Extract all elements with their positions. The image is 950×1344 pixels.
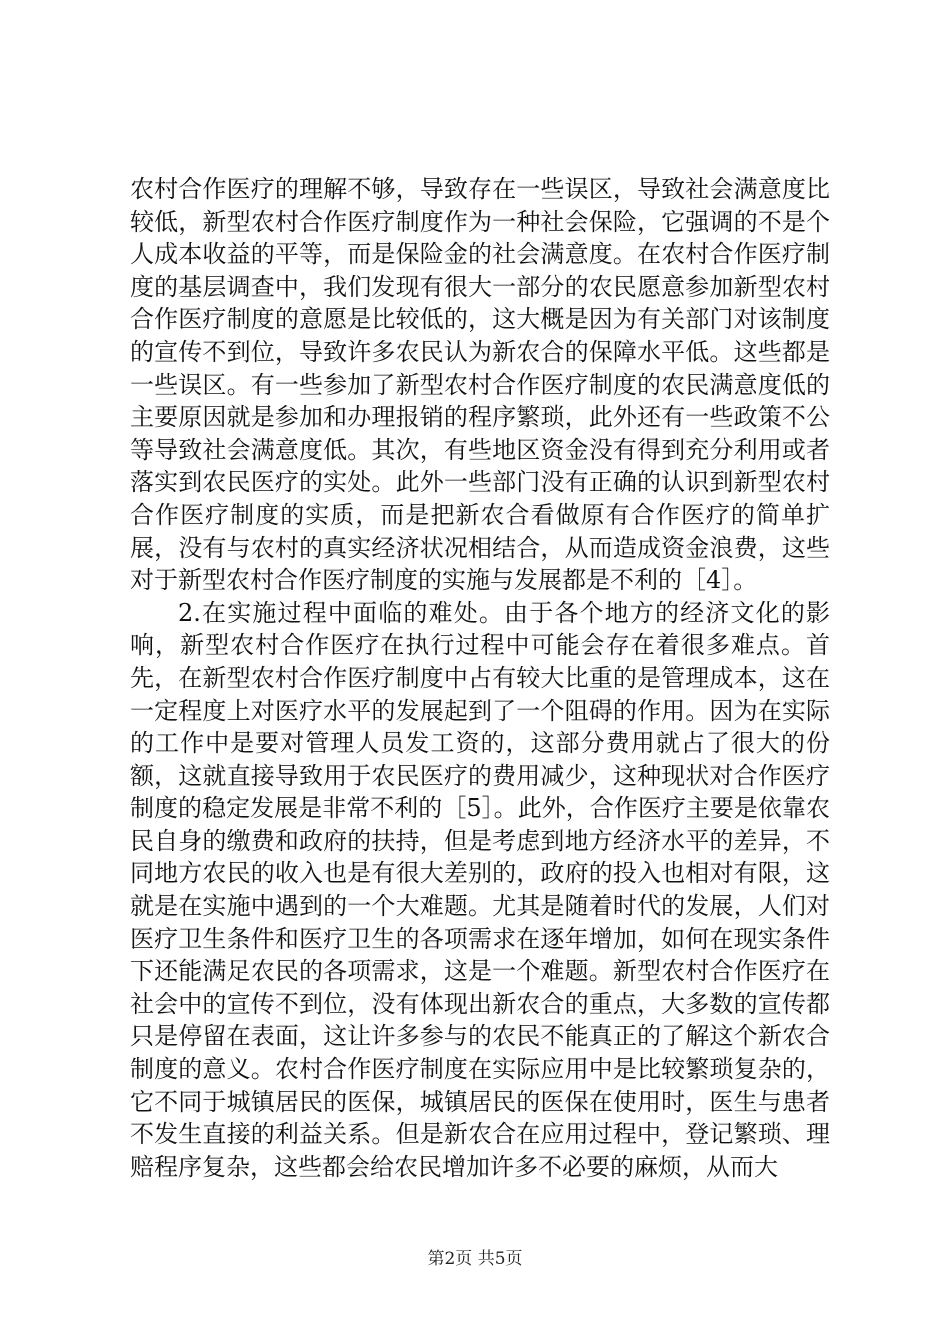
paragraph-continuation: 农村合作医疗的理解不够，导致存在一些误区，导致社会满意度比较低，新型农村合作医疗制度作为一种社会保险，它强调的不是个人成本收益的平等，而是保险金的社会满意度。在农村合作医疗制度的基层调查中，我们发现有很大一部分的农民愿意参加新型农村合作医疗制度的意愿是比较低的，这大概是因为有关部门对该制度的宣传不到位，导致许多农民认为新农合的保障水平低。这些都是一些误区。有一些参加了新型农村合作医疗制度的农民满意度低的主要原因就是参加和办理报销的程序繁琐，此外还有一些政策不公等导致社会满意度低。其次，有些地区资金没有得到充分利用或者落实到农民医疗的实处。此外一些部门没有正确的认识到新型农村合作医疗制度的实质，而是把新农合看做原有合作医疗的简单扩展，没有与农村的真实经济状况相结合，从而造成资金浪费，这些对于新型农村合作医疗制度的实施与发展都是不利的［4］。	[130, 175, 830, 595]
paragraph-implementation-difficulties: 2.在实施过程中面临的难处。由于各个地方的经济文化的影响，新型农村合作医疗在执行过程中可能会存在着很多难点。首先，在新型农村合作医疗制度中占有较大比重的是管理成本，这在一定程度上对医疗水平的发展起到了一个阻碍的作用。因为在实际的工作中是要对管理人员发工资的，这部分费用就占了很大的份额，这就直接导致用于农民医疗的费用减少，这种现状对合作医疗制度的稳定发展是非常不利的［5］。此外，合作医疗主要是依靠农民自身的缴费和政府的扶持，但是考虑到地方经济水平的差异，不同地方农民的收入也是有很大差别的，政府的投入也相对有限，这就是在实施中遇到的一个大难题。尤其是随着时代的发展，人们对医疗卫生条件和医疗卫生的各项需求在逐年增加，如何在现实条件下还能满足农民的各项需求，这是一个难题。新型农村合作医疗在社会中的宣传不到位，没有体现出新农合的重点，大多数的宣传都只是停留在表面，这让许多参与的农民不能真正的了解这个新农合制度的意义。农村合作医疗制度在实际应用中是比较繁琐复杂的，它不同于城镇居民的医保，城镇居民的医保在使用时，医生与患者不发生直接的利益关系。但是新农合在应用过程中，登记繁琐、理赔程序复杂，这些都会给农民增加许多不必要的麻烦，从而大	[130, 598, 830, 1181]
body-text	[130, 173, 830, 1183]
page-number-footer: 第2页 共5页	[427, 1249, 523, 1269]
